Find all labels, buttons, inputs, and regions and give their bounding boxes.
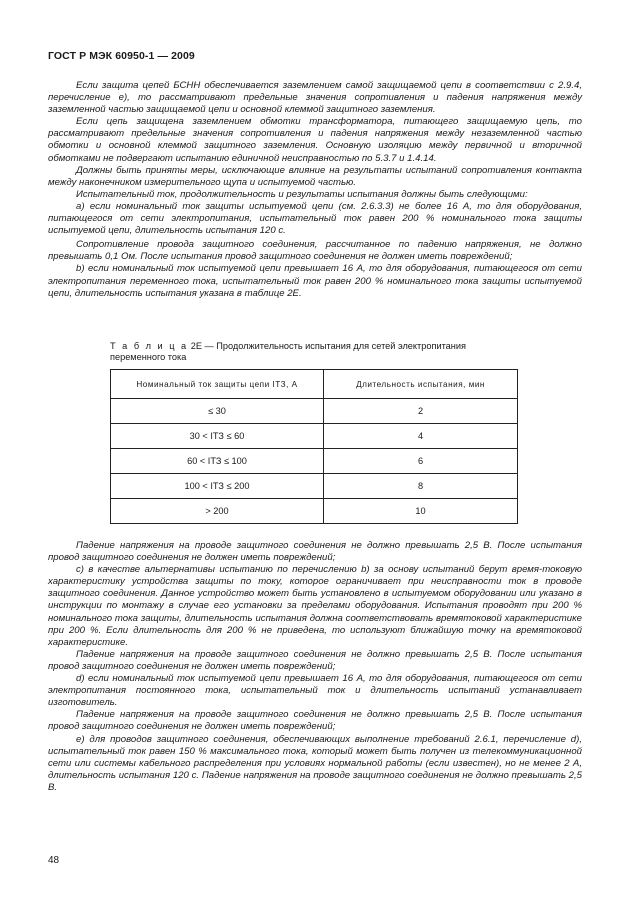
paragraph: Если защита цепей БСНН обеспечивается заземлением самой защищаемой цепи в соответствии с 2.9.4, перечисление е), то рассматривают предельные значения сопротивления и падения напряжения между заземленной частью защищаемой цепи и основной клеммой защитного заземления.	[48, 80, 582, 116]
paragraph: Испытательный ток, продолжительность и результаты испытания должны быть следующими:	[76, 188, 528, 200]
table-header-duration: Длительность испытания, мин	[324, 370, 518, 399]
paragraph: а) если номинальный ток защиты испытуемой цепи (см. 2.6.3.3) не более 16 А, то для оборудования, питающегося от сети электропитания, испытательный ток равен 200 % номинального тока защиты испытуемой цепи, длительность испытания 120 с.	[48, 200, 582, 237]
table-row	[111, 474, 518, 499]
table-cell-duration: 10	[324, 499, 518, 524]
table-header-current: Номинальный ток защиты цепи IТЗ, А	[111, 370, 324, 399]
table-caption	[110, 341, 520, 363]
table-row	[111, 399, 518, 424]
paragraph: Падение напряжения на проводе защитного соединения не должно превышать 2,5 В. После испытания провод защитного соединения не должен иметь повреждений;	[48, 648, 582, 672]
table-caption-text: 2Е — Продолжительность испытания для сетей электропитания переменного тока	[110, 341, 466, 362]
paragraph: Падение напряжения на проводе защитного соединения не должно превышать 2,5 В. После испытания провод защитного соединения не должен иметь повреждений;	[48, 540, 582, 564]
text-block-lower	[48, 540, 582, 794]
table-cell-duration: 8	[324, 474, 518, 499]
table-cell-current: > 200	[111, 499, 324, 524]
table-cell-current: ≤ 30	[111, 399, 324, 424]
table-cell-current: 100 < IТЗ ≤ 200	[111, 474, 324, 499]
page-number: 48	[48, 855, 60, 866]
paragraph: Должны быть приняты меры, исключающие влияние на результаты испытаний сопротивления контакта между наконечником измерительного щупа и испытуемой частью.	[48, 164, 582, 188]
table-row	[111, 424, 518, 449]
paragraph: b) если номинальный ток испытуемой цепи превышает 16 А, то для оборудования, питающегося от сети электропитания переменного тока, испытательный ток равен 200 % номинального тока защиты испытуемой цепи, длительность испытания указана в таблице 2Е.	[48, 263, 582, 299]
table-cell-current: 30 < IТЗ ≤ 60	[111, 424, 324, 449]
table-header-row	[111, 370, 518, 399]
document-header: ГОСТ Р МЭК 60950-1 — 2009	[48, 50, 195, 62]
table-row	[111, 499, 518, 524]
paragraph: Сопротивление провода защитного соединения, рассчитанное по падению напряжения, не должно превышать 0,1 Ом. После испытания провод защитного соединения не должен иметь повреждений;	[48, 239, 582, 263]
paragraph: d) если номинальный ток испытуемой цепи превышает 16 А, то для оборудования, питающегося от сети электропитания постоянного тока, испытательный ток и длительность испытаний устанавливает изготовитель.	[48, 673, 582, 709]
paragraph: Падение напряжения на проводе защитного соединения не должно превышать 2,5 В. После испытания провод защитного соединения не должен иметь повреждений;	[48, 709, 582, 733]
paragraph: Если цепь защищена заземлением обмотки трансформатора, питающего защищаемую цепь, то рассматривают предельные значения сопротивления и падения напряжения между незаземленной частью обмотки и основной клеммой защитного заземления. Основную изоляцию между первичной и вторичной обмотками не подвергают испытанию единичной неисправностью по 5.3.7 и 1.4.14.	[48, 116, 582, 164]
text-block-upper	[48, 80, 582, 300]
paragraph: с) в качестве альтернативы испытанию по перечислению b) за основу испытаний берут время-токовую характеристику устройства защиты по току, которое ограничивает при неисправности ток в проводе защитного соединения. Данное устройство может быть установлено в испытуемом оборудовании или указано в инструкции по монтажу в случае его установки за пределами оборудования. Испытания проводят при 200 % номинального тока защиты, длительность испытания должна соответствовать времятоковой характеристике при 200 %. Если длительность для 200 % не приведена, то используют ближайшую точку на времятоковой характеристике.	[48, 564, 582, 648]
table-caption-prefix: Т а б л и ц а	[110, 341, 189, 351]
table-cell-current: 60 < IТЗ ≤ 100	[111, 449, 324, 474]
table-cell-duration: 2	[324, 399, 518, 424]
test-duration-table	[110, 369, 518, 524]
paragraph: е) для проводов защитного соединения, обеспечивающих выполнение требований 2.6.1, перечисление d), испытательный ток равен 150 % максимального тока, который может быть получен из телекоммуникационной сети или системы кабельного распределения при условиях нормальной работы (если известен), но не менее 2 А, длительность испытания 120 с. Падение напряжения на проводе защитного соединения не должно превышать 2,5 В.	[48, 733, 582, 793]
table-cell-duration: 4	[324, 424, 518, 449]
table-row	[111, 449, 518, 474]
table-cell-duration: 6	[324, 449, 518, 474]
